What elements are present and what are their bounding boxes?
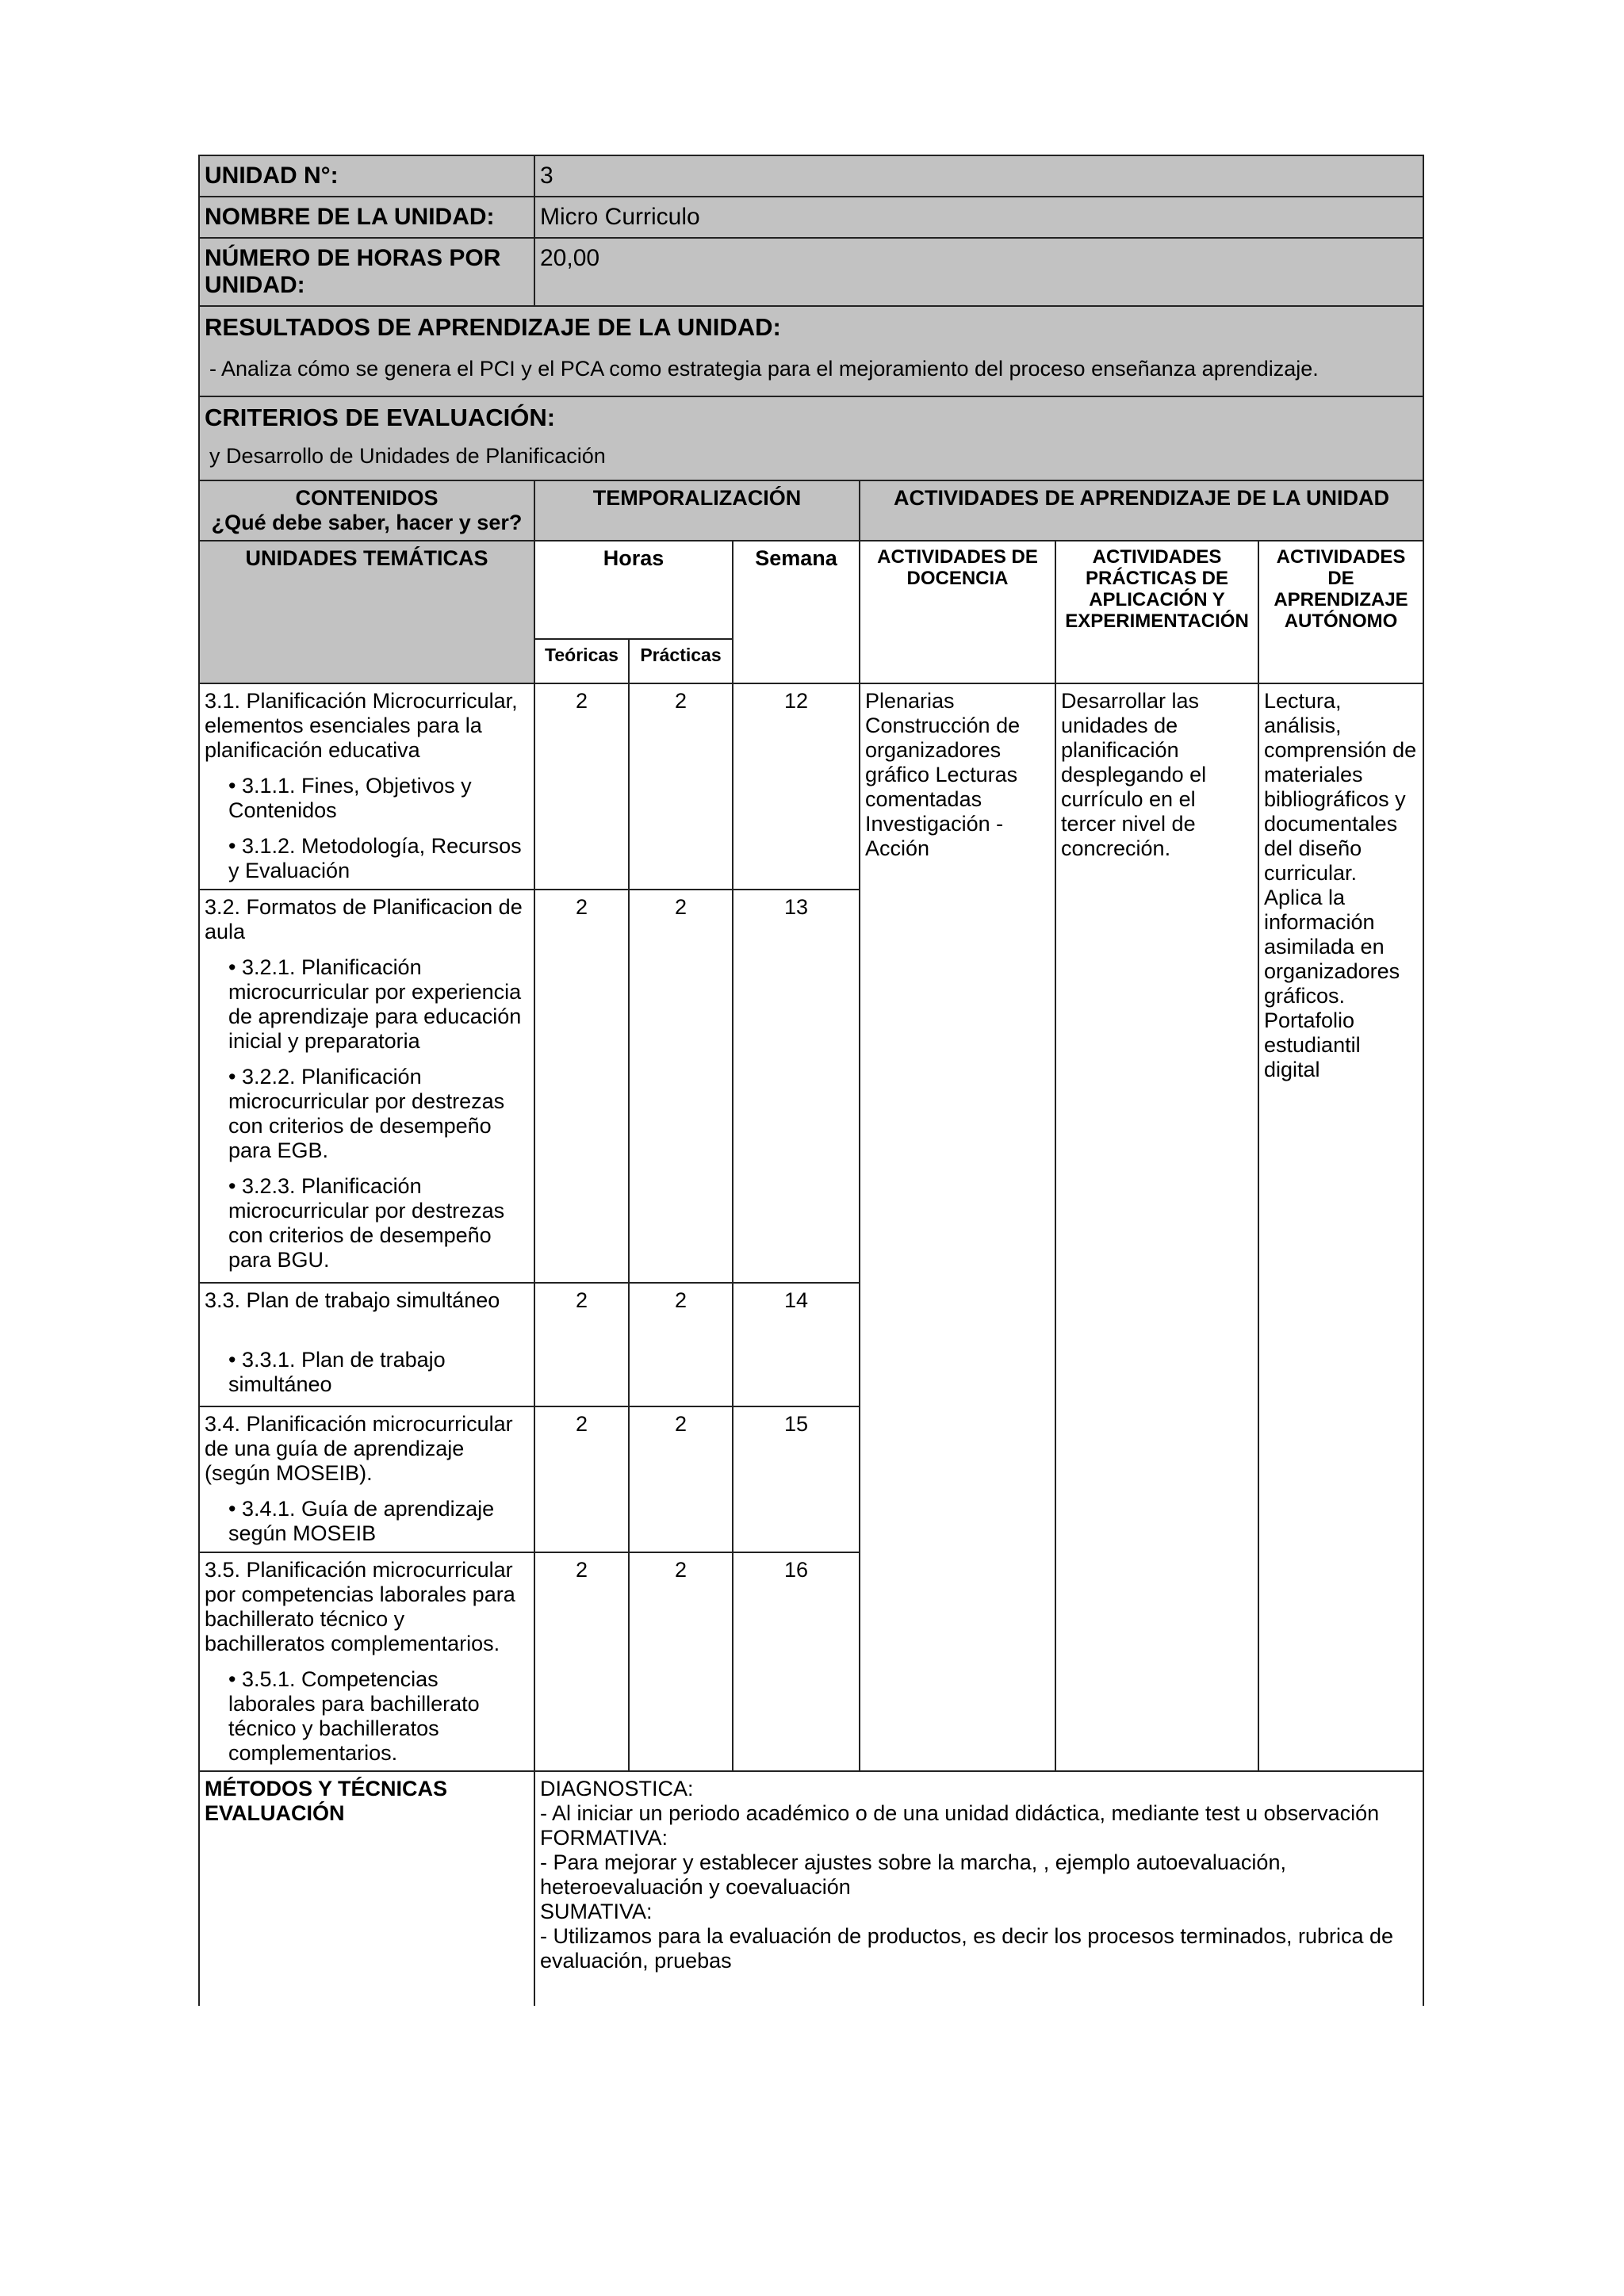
- topic-title: 3.3. Plan de trabajo simultáneo: [205, 1288, 500, 1312]
- practicas-value: 2: [629, 683, 733, 890]
- teoricas-value: 2: [534, 1552, 629, 1771]
- criterios-cell: [199, 396, 1423, 480]
- subtopic-list: [205, 1348, 529, 1397]
- practicas-value: 2: [629, 1283, 733, 1406]
- subtopic: • 3.2.1. Planificación microcurricular por experiencia de aprendizaje para educación inicial y preparatoria: [228, 955, 522, 1053]
- practicas-value: 2: [629, 1552, 733, 1771]
- subtopic: • 3.5.1. Competencias laborales para bachillerato técnico y bachilleratos complementarios.: [228, 1667, 480, 1765]
- contenidos-header: [199, 480, 534, 541]
- subtopic-list: [205, 774, 529, 823]
- subtopic: • 3.2.2. Planificación microcurricular por destrezas con criterios de desempeño para EGB.: [228, 1065, 505, 1162]
- temporalizacion-header: TEMPORALIZACIÓN: [534, 480, 860, 541]
- teoricas-header: Teóricas: [534, 639, 629, 683]
- act-practicas-header: ACTIVIDADES PRÁCTICAS DE APLICACIÓN Y EXPERIMENTACIÓN: [1055, 541, 1258, 683]
- subtopic: • 3.1.1. Fines, Objetivos y Contenidos: [228, 774, 472, 822]
- topic-title: 3.5. Planificación microcurricular por competencias laborales para bachillerato técnico y bachilleratos complementarios.: [205, 1558, 515, 1655]
- metodos-line: SUMATIVA:: [540, 1900, 653, 1923]
- subtopic-list: [205, 834, 529, 883]
- subtopic: • 3.2.3. Planificación microcurricular por destrezas con criterios de desempeño para BGU.: [228, 1174, 505, 1272]
- topic-title: 3.2. Formatos de Planificacion de aula: [205, 895, 523, 943]
- contenidos-subtitle: ¿Qué debe saber, hacer y ser?: [211, 511, 523, 534]
- resultados-row: [199, 306, 1423, 396]
- subtopic-list: [205, 955, 529, 1054]
- unidades-tematicas-header: UNIDADES TEMÁTICAS: [199, 541, 534, 683]
- column-header-row-1: [199, 480, 1423, 541]
- semana-value: 16: [733, 1552, 860, 1771]
- metodos-line: FORMATIVA:: [540, 1826, 668, 1850]
- horas-value: 20,00: [534, 238, 1423, 306]
- teoricas-value: 2: [534, 890, 629, 1283]
- act-docencia-header: ACTIVIDADES DE DOCENCIA: [860, 541, 1055, 683]
- topic-cell: [199, 683, 534, 890]
- teoricas-value: 2: [534, 1406, 629, 1552]
- act-autonomo-cell: Lectura, análisis, comprensión de materiales bibliográficos y documentales del diseño curricular. Aplica la información asimilada en organizadores gráficos. Portafolio estudiantil digital: [1258, 683, 1423, 1771]
- topic-cell: [199, 1406, 534, 1552]
- metodos-line: - Utilizamos para la evaluación de productos, es decir los procesos terminados, rubrica de evaluación, pruebas: [540, 1924, 1394, 1973]
- unidad-value: 3: [534, 155, 1423, 197]
- subtopic: • 3.1.2. Metodología, Recursos y Evaluación: [228, 834, 522, 882]
- act-autonomo-header: ACTIVIDADES DE APRENDIZAJE AUTÓNOMO: [1258, 541, 1423, 683]
- semana-value: 14: [733, 1283, 860, 1406]
- act-docencia-cell: Plenarias Construcción de organizadores gráfico Lecturas comentadas Investigación - Acción: [860, 683, 1055, 1771]
- criterios-title: CRITERIOS DE EVALUACIÓN:: [205, 404, 556, 431]
- semana-value: 12: [733, 683, 860, 890]
- resultados-cell: [199, 306, 1423, 396]
- contenidos-title: CONTENIDOS: [295, 486, 439, 510]
- column-header-row-2: [199, 541, 1423, 639]
- horas-row: [199, 238, 1423, 306]
- subtopic: • 3.4.1. Guía de aprendizaje según MOSEIB: [228, 1497, 495, 1545]
- unit-table: [198, 155, 1424, 2006]
- metodos-row: [199, 1771, 1423, 2006]
- semana-header: Semana: [733, 541, 860, 683]
- topic-cell: [199, 1552, 534, 1771]
- nombre-label: NOMBRE DE LA UNIDAD:: [199, 197, 534, 238]
- subtopic-list: [205, 1174, 529, 1272]
- criterios-row: [199, 396, 1423, 480]
- semana-value: 13: [733, 890, 860, 1283]
- topic-cell: [199, 1283, 534, 1406]
- horas-header: Horas: [534, 541, 733, 639]
- semana-value: 15: [733, 1406, 860, 1552]
- nombre-value: Micro Curriculo: [534, 197, 1423, 238]
- topic-title: 3.1. Planificación Microcurricular, elementos esenciales para la planificación educativa: [205, 689, 518, 762]
- metodos-line: DIAGNOSTICA:: [540, 1777, 694, 1800]
- teoricas-value: 2: [534, 1283, 629, 1406]
- metodos-content: [534, 1771, 1423, 2006]
- subtopic-list: [205, 1497, 529, 1546]
- subtopic-list: [205, 1065, 529, 1163]
- criterios-text: y Desarrollo de Unidades de Planificación: [209, 444, 606, 468]
- metodos-label: MÉTODOS Y TÉCNICAS EVALUACIÓN: [199, 1771, 534, 2006]
- resultados-title: RESULTADOS DE APRENDIZAJE DE LA UNIDAD:: [205, 313, 781, 341]
- subtopic: • 3.3.1. Plan de trabajo simultáneo: [228, 1348, 446, 1396]
- practicas-value: 2: [629, 890, 733, 1283]
- horas-label: NÚMERO DE HORAS POR UNIDAD:: [199, 238, 534, 306]
- table-row: [199, 683, 1423, 890]
- actividades-header: ACTIVIDADES DE APRENDIZAJE DE LA UNIDAD: [860, 480, 1423, 541]
- metodos-line: - Para mejorar y establecer ajustes sobre la marcha, , ejemplo autoevaluación, heteroevaluación y coevaluación: [540, 1850, 1286, 1899]
- topic-cell: [199, 890, 534, 1283]
- topic-title: 3.4. Planificación microcurricular de una guía de aprendizaje (según MOSEIB).: [205, 1412, 513, 1485]
- resultados-text: - Analiza cómo se genera el PCI y el PCA como estrategia para el mejoramiento del proceso enseñanza aprendizaje.: [209, 357, 1319, 381]
- document-sheet: [198, 155, 1423, 2006]
- unidad-label: UNIDAD N°:: [199, 155, 534, 197]
- metodos-line: - Al iniciar un periodo académico o de una unidad didáctica, mediante test u observación: [540, 1801, 1380, 1825]
- act-practicas-cell: Desarrollar las unidades de planificación desplegando el currículo en el tercer nivel de concreción.: [1055, 683, 1258, 1771]
- subtopic-list: [205, 1667, 529, 1766]
- teoricas-value: 2: [534, 683, 629, 890]
- unidad-row: [199, 155, 1423, 197]
- practicas-header: Prácticas: [629, 639, 733, 683]
- practicas-value: 2: [629, 1406, 733, 1552]
- nombre-row: [199, 197, 1423, 238]
